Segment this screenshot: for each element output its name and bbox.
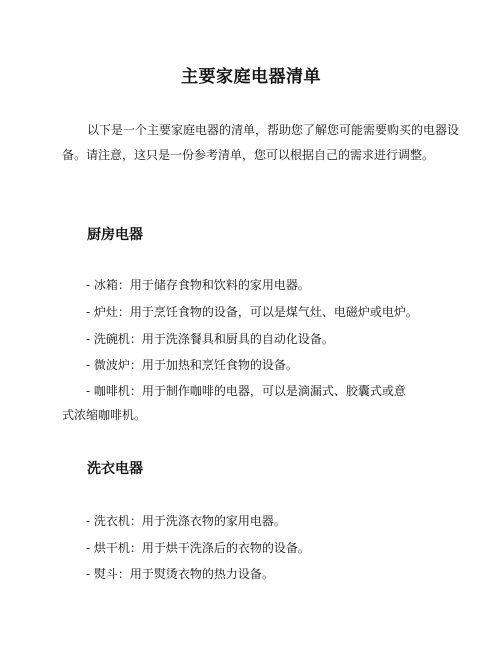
section-heading-kitchen: 厨房电器 bbox=[87, 227, 143, 243]
list-item-coffee-machine: - 咖啡机：用于制作咖啡的电器，可以是滴漏式、胶囊式或意 bbox=[86, 384, 406, 398]
list-item-fridge: - 冰箱：用于储存食物和饮料的家用电器。 bbox=[86, 278, 310, 292]
document-title: 主要家庭电器清单 bbox=[181, 67, 321, 87]
list-item-dishwasher: - 洗碗机：用于洗涤餐具和厨具的自动化设备。 bbox=[86, 332, 334, 346]
list-item-dryer: - 烘干机：用于烘干洗涤后的衣物的设备。 bbox=[86, 541, 310, 555]
list-item-microwave: - 微波炉：用于加热和烹饪食物的设备。 bbox=[86, 358, 298, 372]
list-item-coffee-machine-continued: 式浓缩咖啡机。 bbox=[62, 408, 147, 422]
intro-paragraph: 以下是一个主要家庭电器的清单，帮助您了解您可能需要购买的电器设备。请注意，这只是一份参考清单，您可以根据自己的需求进行调整。 bbox=[62, 123, 460, 162]
section-heading-laundry: 洗衣电器 bbox=[87, 461, 143, 477]
list-item-stove: - 炉灶：用于烹饪食物的设备，可以是煤气灶、电磁炉或电炉。 bbox=[86, 305, 418, 319]
list-item-washing-machine: - 洗衣机：用于洗涤衣物的家用电器。 bbox=[86, 514, 286, 528]
list-item-iron: - 熨斗：用于熨烫衣物的热力设备。 bbox=[86, 567, 274, 581]
